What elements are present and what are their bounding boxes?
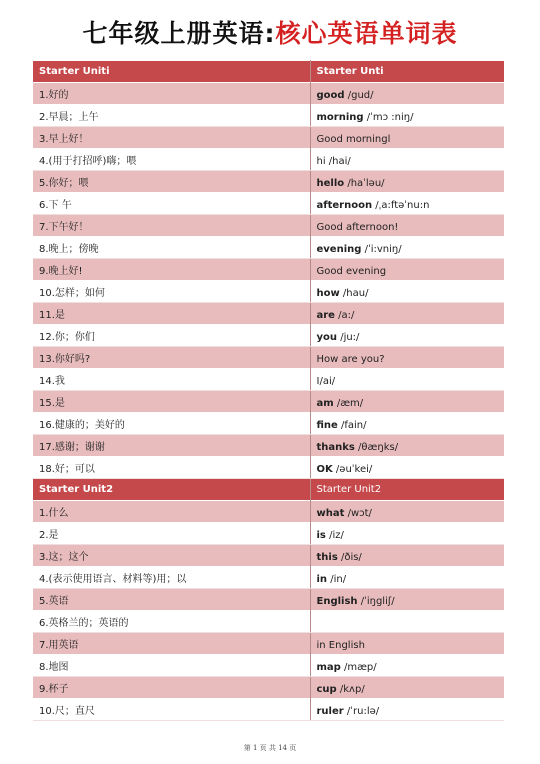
english-entry — [310, 677, 504, 699]
english-entry — [310, 281, 504, 303]
page-title — [0, 14, 540, 50]
section-header-row — [33, 61, 504, 83]
phonetic: /ˌa:ftəˈnu:n — [372, 200, 430, 211]
vocabulary-table-body — [33, 61, 504, 721]
vocab-row — [33, 677, 504, 699]
english-entry — [310, 545, 504, 567]
title-part-2: 核心英语单词表 — [275, 19, 458, 48]
vocab-row — [33, 347, 504, 369]
phonetic: /θæŋks/ — [354, 442, 399, 453]
chinese-meaning: 7.用英语 — [33, 633, 310, 655]
phonetic: /hau/ — [339, 288, 369, 299]
english-entry — [310, 633, 504, 655]
english-word: how — [316, 288, 340, 299]
english-entry — [310, 149, 504, 171]
section-header-row — [33, 479, 504, 501]
chinese-meaning: 4.(用于打招呼)嗨；喂 — [33, 149, 310, 171]
english-word: you — [316, 332, 338, 343]
phonetic: Good morningl — [316, 134, 391, 145]
vocab-row — [33, 127, 504, 149]
english-entry — [310, 699, 504, 721]
phonetic: /in/ — [327, 574, 347, 585]
chinese-meaning: 4.(表示使用语言、材料等)用；以 — [33, 567, 310, 589]
chinese-meaning: 12.你；你们 — [33, 325, 310, 347]
english-word: evening — [316, 244, 362, 255]
english-word: English — [316, 596, 358, 607]
english-word: thanks — [316, 442, 355, 453]
phonetic: /ˈiŋgliʃ/ — [357, 596, 395, 607]
chinese-meaning: 5.英语 — [33, 589, 310, 611]
phonetic: hi /hai/ — [316, 156, 351, 167]
vocab-row — [33, 193, 504, 215]
english-word: ruler — [316, 706, 344, 717]
english-entry — [310, 347, 504, 369]
english-entry — [310, 391, 504, 413]
english-word: is — [316, 530, 326, 541]
chinese-meaning: 1.什么 — [33, 501, 310, 523]
chinese-meaning: 2.早晨；上午 — [33, 105, 310, 127]
phonetic: /əuˈkei/ — [332, 464, 373, 475]
phonetic: How are you? — [316, 354, 385, 365]
english-word: are — [316, 310, 335, 321]
chinese-meaning: 11.是 — [33, 303, 310, 325]
phonetic: /mæp/ — [340, 662, 377, 673]
phonetic: Good evening — [316, 266, 387, 277]
english-entry — [310, 567, 504, 589]
english-entry — [310, 435, 504, 457]
phonetic: /a:/ — [334, 310, 355, 321]
chinese-meaning: 15.是 — [33, 391, 310, 413]
phonetic: Good afternoon! — [316, 222, 399, 233]
vocab-row — [33, 435, 504, 457]
english-entry — [310, 127, 504, 149]
section-header-english: Starter Unti — [310, 61, 504, 83]
english-entry — [310, 501, 504, 523]
english-entry — [310, 303, 504, 325]
english-entry — [310, 259, 504, 281]
phonetic: /ˈru:lə/ — [343, 706, 380, 717]
chinese-meaning: 9.杯子 — [33, 677, 310, 699]
phonetic: /kʌp/ — [336, 684, 365, 695]
vocabulary-table — [33, 60, 504, 721]
vocab-row — [33, 501, 504, 523]
chinese-meaning: 8.晚上；傍晚 — [33, 237, 310, 259]
english-entry — [310, 589, 504, 611]
english-entry — [310, 611, 504, 633]
english-entry — [310, 369, 504, 391]
english-word: am — [316, 398, 334, 409]
chinese-meaning: 6.下 午 — [33, 193, 310, 215]
chinese-meaning: 13.你好吗? — [33, 347, 310, 369]
chinese-meaning: 5.你好；喂 — [33, 171, 310, 193]
english-word: OK — [316, 464, 333, 475]
english-entry — [310, 105, 504, 127]
phonetic: /iz/ — [325, 530, 344, 541]
english-entry — [310, 457, 504, 479]
english-word: good — [316, 90, 345, 101]
chinese-meaning: 9.晚上好! — [33, 259, 310, 281]
english-word: what — [316, 508, 345, 519]
chinese-meaning: 3.早上好！ — [33, 127, 310, 149]
phonetic: /haˈləu/ — [344, 178, 385, 189]
section-header-chinese: Starter Unit2 — [33, 479, 310, 501]
section-header-english: Starter Unit2 — [310, 479, 504, 501]
vocab-row — [33, 457, 504, 479]
english-word: morning — [316, 112, 364, 123]
phonetic: I/ai/ — [316, 376, 336, 387]
vocab-row — [33, 171, 504, 193]
vocab-row — [33, 83, 504, 105]
english-entry — [310, 193, 504, 215]
vocab-row — [33, 303, 504, 325]
phonetic: /ðis/ — [337, 552, 362, 563]
chinese-meaning: 14.我 — [33, 369, 310, 391]
english-entry — [310, 523, 504, 545]
vocab-row — [33, 215, 504, 237]
phonetic: /wɔt/ — [344, 508, 372, 519]
english-entry — [310, 655, 504, 677]
chinese-meaning: 8.地图 — [33, 655, 310, 677]
phonetic: /gud/ — [344, 90, 374, 101]
english-entry — [310, 237, 504, 259]
vocab-row — [33, 259, 504, 281]
chinese-meaning: 6.英格兰的；英语的 — [33, 611, 310, 633]
page-footer: 第 1 页 共 14 页 — [243, 744, 297, 752]
phonetic: /ju:/ — [337, 332, 360, 343]
vocab-row — [33, 281, 504, 303]
vocab-row — [33, 589, 504, 611]
vocab-row — [33, 149, 504, 171]
chinese-meaning: 10.怎样；如何 — [33, 281, 310, 303]
vocab-row — [33, 567, 504, 589]
english-entry — [310, 171, 504, 193]
english-word: fine — [316, 420, 338, 431]
chinese-meaning: 1.好的 — [33, 83, 310, 105]
vocab-row — [33, 369, 504, 391]
vocab-row — [33, 633, 504, 655]
vocab-row — [33, 105, 504, 127]
vocab-row — [33, 325, 504, 347]
vocab-row — [33, 523, 504, 545]
chinese-meaning: 10.尺；直尺 — [33, 699, 310, 721]
english-word: this — [316, 552, 338, 563]
phonetic: /fain/ — [337, 420, 367, 431]
english-word: cup — [316, 684, 337, 695]
chinese-meaning: 17.感谢；谢谢 — [33, 435, 310, 457]
vocab-row — [33, 611, 504, 633]
english-entry — [310, 215, 504, 237]
english-entry — [310, 413, 504, 435]
english-word: hello — [316, 178, 345, 189]
title-part-1: 七年级上册英语 — [82, 19, 265, 48]
phonetic: /ˈi:vniŋ/ — [361, 244, 402, 255]
chinese-meaning: 16.健康的；美好的 — [33, 413, 310, 435]
chinese-meaning: 3.这；这个 — [33, 545, 310, 567]
chinese-meaning: 7.下午好！ — [33, 215, 310, 237]
phonetic: in English — [316, 640, 365, 651]
vocab-row — [33, 655, 504, 677]
vocab-row — [33, 413, 504, 435]
english-word: in — [316, 574, 328, 585]
english-word: map — [316, 662, 341, 673]
phonetic: /æm/ — [333, 398, 364, 409]
vocab-row — [33, 699, 504, 721]
title-colon: : — [264, 19, 276, 48]
vocab-row — [33, 545, 504, 567]
section-header-chinese: Starter Uniti — [33, 61, 310, 83]
chinese-meaning: 2.是 — [33, 523, 310, 545]
vocab-row — [33, 391, 504, 413]
english-entry — [310, 83, 504, 105]
english-entry — [310, 325, 504, 347]
english-word: afternoon — [316, 200, 373, 211]
chinese-meaning: 18.好；可以 — [33, 457, 310, 479]
vocab-row — [33, 237, 504, 259]
phonetic: /ˈmɔ :niŋ/ — [363, 112, 414, 123]
